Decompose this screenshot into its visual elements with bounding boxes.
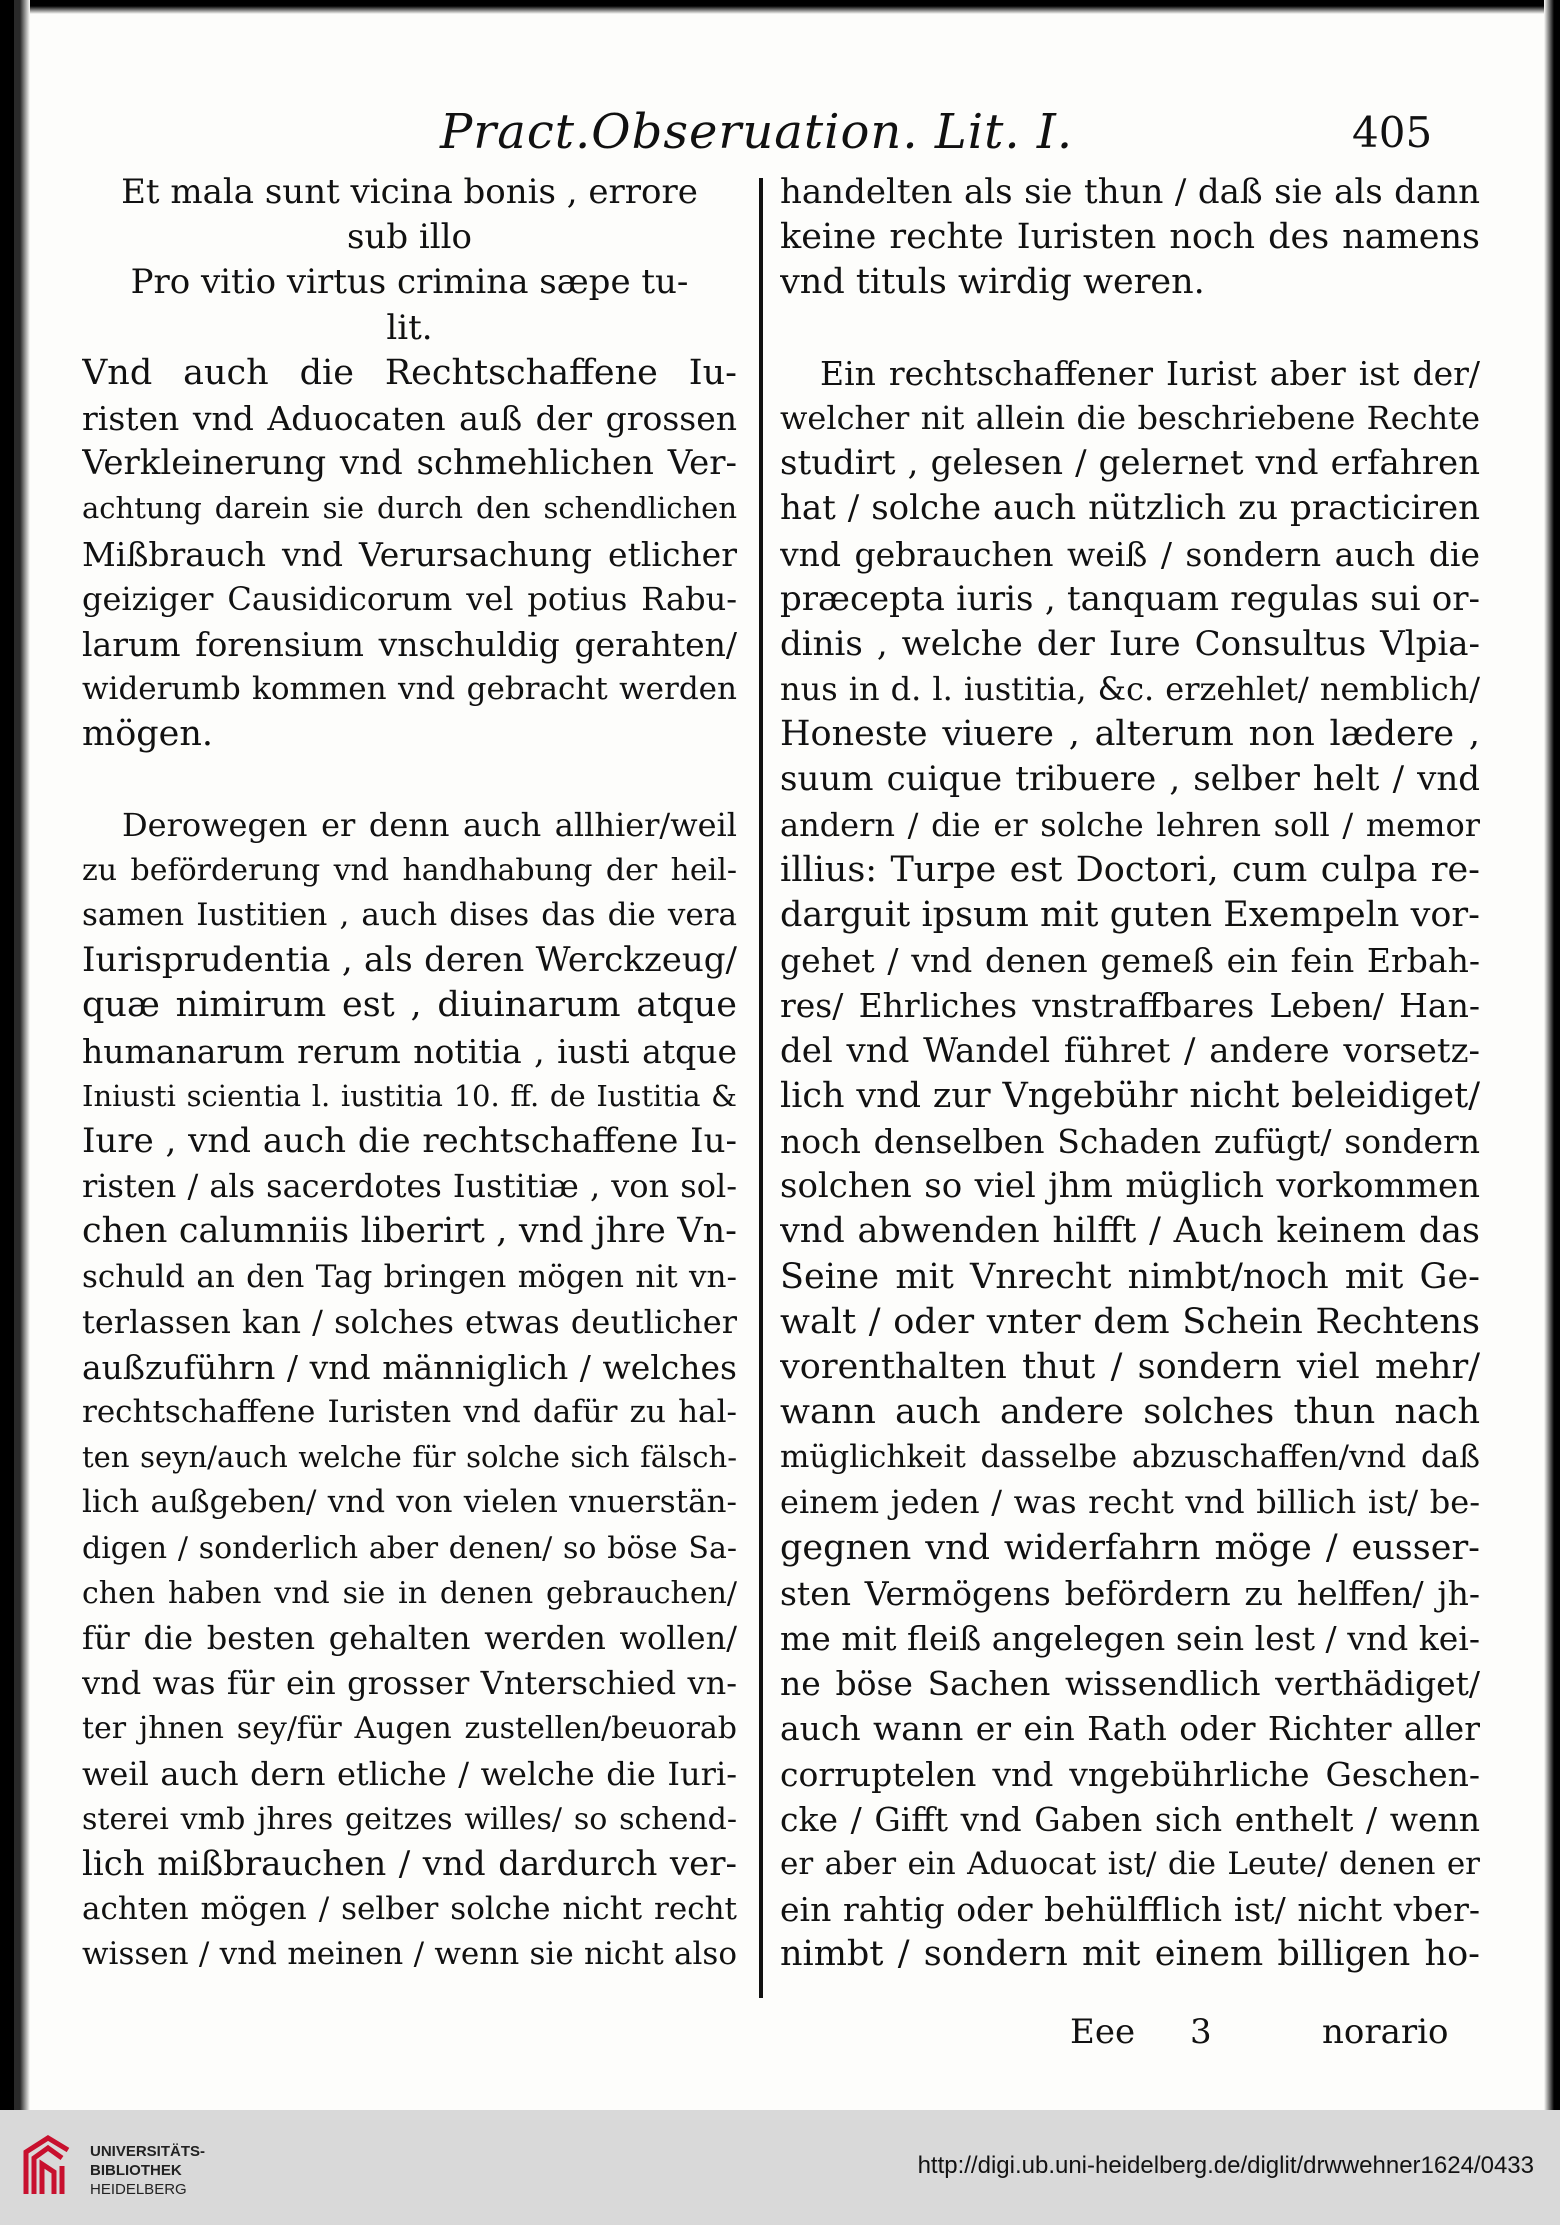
text-line: vnd tituls wirdig weren. [780,262,1205,303]
right-text-column [780,170,1480,1978]
library-name [90,2142,205,2199]
catchword: norario [1322,2012,1449,2052]
text-line: digen / sonderlich aber denen/ so böse Sa- [82,1530,737,1566]
text-line: ein rahtig oder behülfflich ist/ nicht vber- [780,1890,1480,1930]
text-line [82,757,737,802]
page-number: 405 [1352,108,1433,157]
text-line: larum forensium vnschuldig gerahten/ [82,624,737,664]
text-line: humanarum rerum notitia , iusti atque [82,1031,737,1071]
text-line: chen haben vnd sie in denen gebrauchen/ [82,1575,737,1611]
text-line: vnd gebrauchen weiß / sondern auch die [780,534,1480,574]
text-line: walt / oder vnter dem Schein Rechtens [780,1301,1480,1342]
column-divider [759,178,763,1998]
text-line: Seine mit Vnrecht nimbt/noch mit Ge- [780,1256,1480,1297]
text-line: handelten als sie thun / daß sie als dann [780,172,1480,212]
text-line: achtung darein sie durch den schendlichen [82,491,737,526]
viewer-footer [0,2110,1560,2225]
text-line: achten mögen / selber solche nicht recht [82,1891,737,1928]
text-line: gegnen vnd widerfahrn möge / eusser- [780,1527,1480,1568]
text-line: me mit fleiß angelegen sein lest / vnd kei- [780,1619,1480,1658]
text-line: gehet / vnd denen gemeß ein fein Erbah- [780,941,1480,981]
page-edge-top [0,0,1560,14]
text-line: ter jhnen sey/für Augen zustellen/beuorab [82,1711,737,1747]
text-line: andern / die er solche lehren soll / memor [780,805,1480,844]
text-line: præcepta iuris , tanquam regulas sui or- [780,578,1480,619]
text-line: Honeste viuere , alterum non lædere , [780,714,1480,755]
text-line: außzuführn / vnd männiglich / welches [82,1347,737,1387]
text-line: vorenthalten thut / sondern viel mehr/ [780,1346,1480,1387]
library-name-line1: UNIVERSITÄTS- [90,2143,206,2160]
text-line: für die besten gehalten werden wollen/ [82,1619,737,1657]
library-name-line2: BIBLIOTHEK [90,2162,182,2179]
text-line: samen Iustitien , auch dises das die vera [82,897,737,933]
running-head: Pract.Obseruation. Lit. I. [440,104,1074,160]
text-line: risten vnd Aduocaten auß der grossen [82,398,737,438]
text-line: sten Vermögens befördern zu helffen/ jh- [780,1573,1480,1613]
text-line: vnd was für ein grosser Vnterschied vn- [82,1664,737,1703]
text-line: nimbt / sondern mit einem billigen ho- [780,1934,1480,1975]
text-line: geiziger Causidicorum vel potius Rabu- [82,579,737,618]
text-line: del vnd Wandel führet / andere vorsetz- [780,1030,1480,1071]
text-line: Verkleinerung vnd schmehlichen Ver- [82,443,737,484]
text-line: sterei vmb jhres geitzes willes/ so schend- [82,1801,737,1837]
text-line: Derowegen er denn auch allhier/weil [122,805,737,844]
text-line: weil auch dern etliche / welche die Iuri- [82,1754,737,1793]
text-line: dinis , welche der Iure Consultus Vlpia- [780,623,1480,664]
text-line: quæ nimirum est , diuinarum atque [82,985,737,1026]
text-line: Iurisprudentia , als deren Werckzeug/ [82,940,737,981]
text-line: Iure , vnd auch die rechtschaffene Iu- [82,1120,737,1161]
text-line: risten / als sacerdotes Iustitiæ , von sol- [82,1167,737,1206]
signature-number: 3 [1190,2012,1212,2052]
page-edge-right [1544,0,1560,2110]
text-line: welcher nit allein die beschriebene Rechte [780,398,1480,437]
text-line: hat / solche auch nützlich zu practiciren [780,488,1480,529]
signature-mark: Eee [1070,2012,1136,2052]
text-line: müglichkeit dasselbe abzuschaffen/vnd daß [780,1439,1480,1476]
text-line: auch wann er ein Rath oder Richter aller [780,1709,1480,1749]
text-line: Et mala sunt vicina bonis , errore [121,172,698,212]
text-line: er aber ein Aduocat ist/ die Leute/ denen er [780,1845,1480,1882]
permalink-url[interactable]: http://digi.ub.uni-heidelberg.de/diglit/drwwehner1624/0433 [917,2152,1534,2179]
text-line: rechtschaffene Iuristen vnd dafür zu hal- [82,1394,737,1431]
text-line: ten seyn/auch welche für solche sich fälsch- [82,1440,737,1475]
text-line: keine rechte Iuristen noch des namens [780,217,1480,258]
text-line: noch denselben Schaden zufügt/ sondern [780,1121,1480,1161]
text-line: solchen so viel jhm müglich vorkommen [780,1166,1480,1207]
text-line: vnd abwenden hilfft / Auch keinem das [780,1211,1480,1252]
text-line: Ein rechtschaffener Iurist aber ist der/ [820,353,1480,393]
library-name-line3: HEIDELBERG [90,2181,187,2198]
text-line: einem jeden / was recht vnd billich ist/ be- [780,1483,1480,1522]
text-line: cke / Gifft vnd Gaben sich enthelt / wenn [780,1799,1480,1839]
library-logo-icon [18,2132,76,2202]
text-line: Pro vitio virtus crimina sæpe tu- [130,262,689,303]
text-line: lich vnd zur Vngebühr nicht beleidiget/ [780,1075,1480,1116]
page-edge-left [0,0,30,2110]
text-line: widerumb kommen vnd gebracht werden [82,671,737,708]
text-line: lich mißbrauchen / vnd dardurch ver- [82,1843,737,1884]
text-line: corruptelen vnd vngebührliche Geschen- [780,1754,1480,1794]
text-line: Vnd auch die Rechtschaffene Iu- [82,352,737,393]
text-line: lit. [386,307,433,348]
text-line [780,306,1480,351]
text-line: illius: Turpe est Doctori, cum culpa re- [780,849,1480,890]
text-line: studirt , gelesen / gelernet vnd erfahren [780,443,1480,484]
text-line: lich außgeben/ vnd von vielen vnuerstän- [82,1484,737,1521]
text-line: wissen / vnd meinen / wenn sie nicht also [82,1936,737,1973]
text-line: Mißbrauch vnd Verursachung etlicher [82,534,737,574]
text-line: darguit ipsum mit guten Exempeln vor- [780,895,1480,935]
text-line: Iniusti scientia l. iustitia 10. ff. de Iustitia & [82,1078,737,1113]
text-line: nus in d. l. iustitia, &c. erzehlet/ nemblich/ [780,670,1480,709]
text-line: wann auch andere solches thun nach [780,1392,1480,1433]
text-line: schuld an den Tag bringen mögen nit vn- [82,1258,737,1295]
text-line: res/ Ehrliches vnstraffbares Leben/ Han- [780,986,1480,1026]
text-line: chen calumniis liberirt , vnd jhre Vn- [82,1211,737,1252]
text-line: mögen. [82,714,214,755]
text-line: sub illo [346,217,472,258]
left-text-column [82,170,737,1978]
text-line: suum cuique tribuere , selber helt / vnd [780,759,1480,800]
text-line: zu beförderung vnd handhabung der heil- [82,852,737,888]
text-line: ne böse Sachen wissendlich verthädiget/ [780,1664,1480,1704]
text-line: terlassen kan / solches etwas deutlicher [82,1302,737,1341]
